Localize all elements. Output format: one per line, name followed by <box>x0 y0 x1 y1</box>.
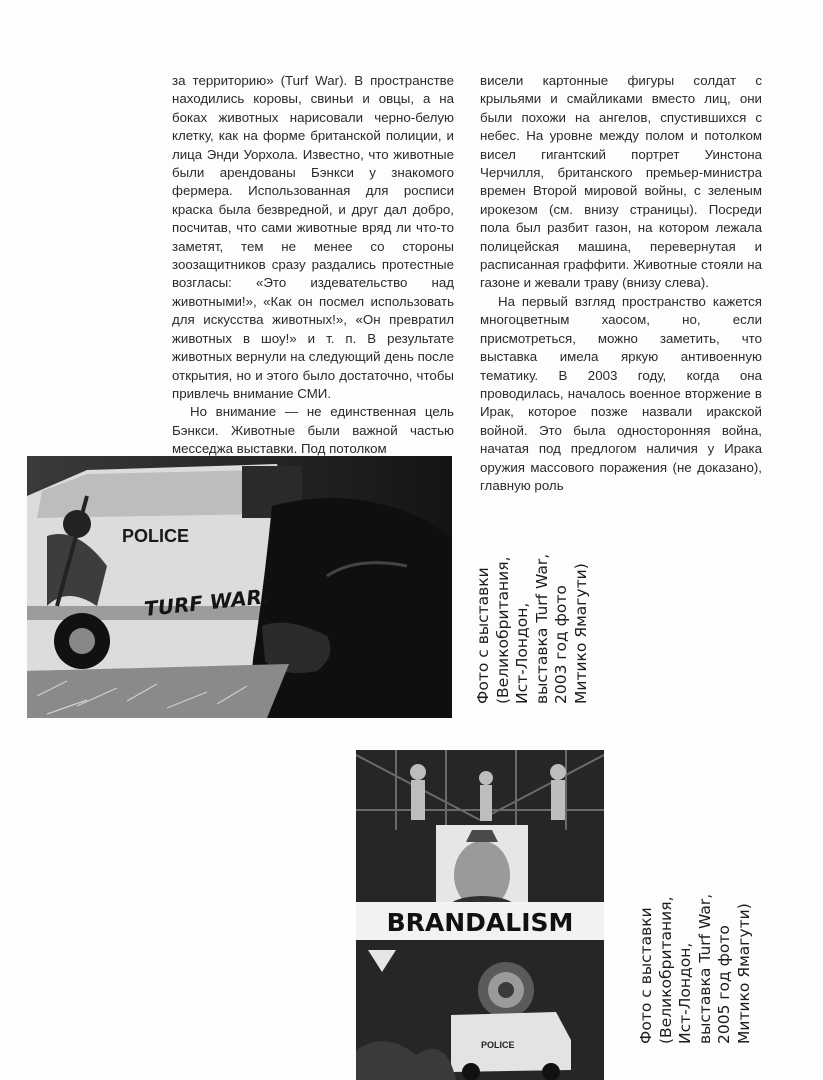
caption-line: Ист-Лондон, <box>513 602 531 704</box>
paragraph: На первый взгляд пространство кажется многоцветным хаосом, но, если присмотреться, можно заметить, что выставка имела яркую антивоенную тематику. В 2003 году, когда она проводилась, началось военное вторжение в Ирак, которое позже назвали иракской войной. Это была односторонняя война, начатая под предлогом наличия у Ирака оружия массового поражения (не доказано), главную роль <box>480 293 762 493</box>
caption-line: 2005 год фото <box>715 925 733 1044</box>
graffiti-turf-war-text: TURF WAR. <box>143 583 271 621</box>
caption-line: Митико Ямагути) <box>734 903 753 1044</box>
photo-caption-2 <box>637 794 754 1044</box>
caption-line: выставка Turf War, <box>532 553 551 704</box>
caption-line: Фото с выставки <box>474 567 492 704</box>
photo-caption-1 <box>474 454 591 704</box>
caption-line: Митико Ямагути) <box>571 563 590 704</box>
van-police-text: POLICE <box>122 526 190 546</box>
paragraph: Но внимание — не единственная цель Бэнкси. Животные были важной частью месседжа выставки. Под потолком <box>172 404 454 457</box>
exhibition-photo-brandalism <box>356 750 604 1080</box>
caption-line: выставка Turf War, <box>695 893 714 1044</box>
caption-line: 2003 год фото <box>552 585 570 704</box>
exhibition-photo-van-cow <box>27 456 452 718</box>
caption-line: Фото с выставки <box>637 907 655 1044</box>
caption-line: (Великобритания, <box>493 556 512 704</box>
text-column-left <box>172 72 454 459</box>
caption-line: (Великобритания, <box>656 896 675 1044</box>
paragraph: за территорию» (Turf War). В пространстве находились коровы, свиньи и овцы, а на боках животных нарисовали черно-белую клетку, как на форме британской полиции, и лица Энди Уорхола. Известно, что животные были арендованы Бэнкси у знакомого фермера. Использованная для росписи краска была безвредной, и друг дал добро, посчитав, что сами животные вряд ли что-то заметят, тем не менее со стороны зоозащитников сразу раздались протестные возгласы: «Это издевательство над животными!», «Как он посмел использовать для искусства животных!», «Он превратил животных в шоу!» и т. п. В результате животных вернули на следующий день после открытия, но и этого было достаточно, чтобы привлечь внимание СМИ. <box>172 73 454 401</box>
brandalism-banner-text: BRANDALISM <box>386 908 574 937</box>
van-police-text: POLICE <box>481 1040 515 1050</box>
text-column-right <box>480 72 762 495</box>
paragraph: висели картонные фигуры солдат с крыльями и смайликами вместо лиц, они были похожи на ангелов, спустившихся с небес. На уровне между полом и потолком висел гигантский портрет Уинстона Черчилля, британского премьер-министра времен Второй мировой войны, с зеленым ирокезом (см. внизу страницы). Посреди пола был разбит газон, на котором лежала полицейская машина, перевернутая и расписанная граффити. Животные стояли на газоне и жевали траву (внизу слева). <box>480 73 762 291</box>
caption-line: Ист-Лондон, <box>676 942 694 1044</box>
